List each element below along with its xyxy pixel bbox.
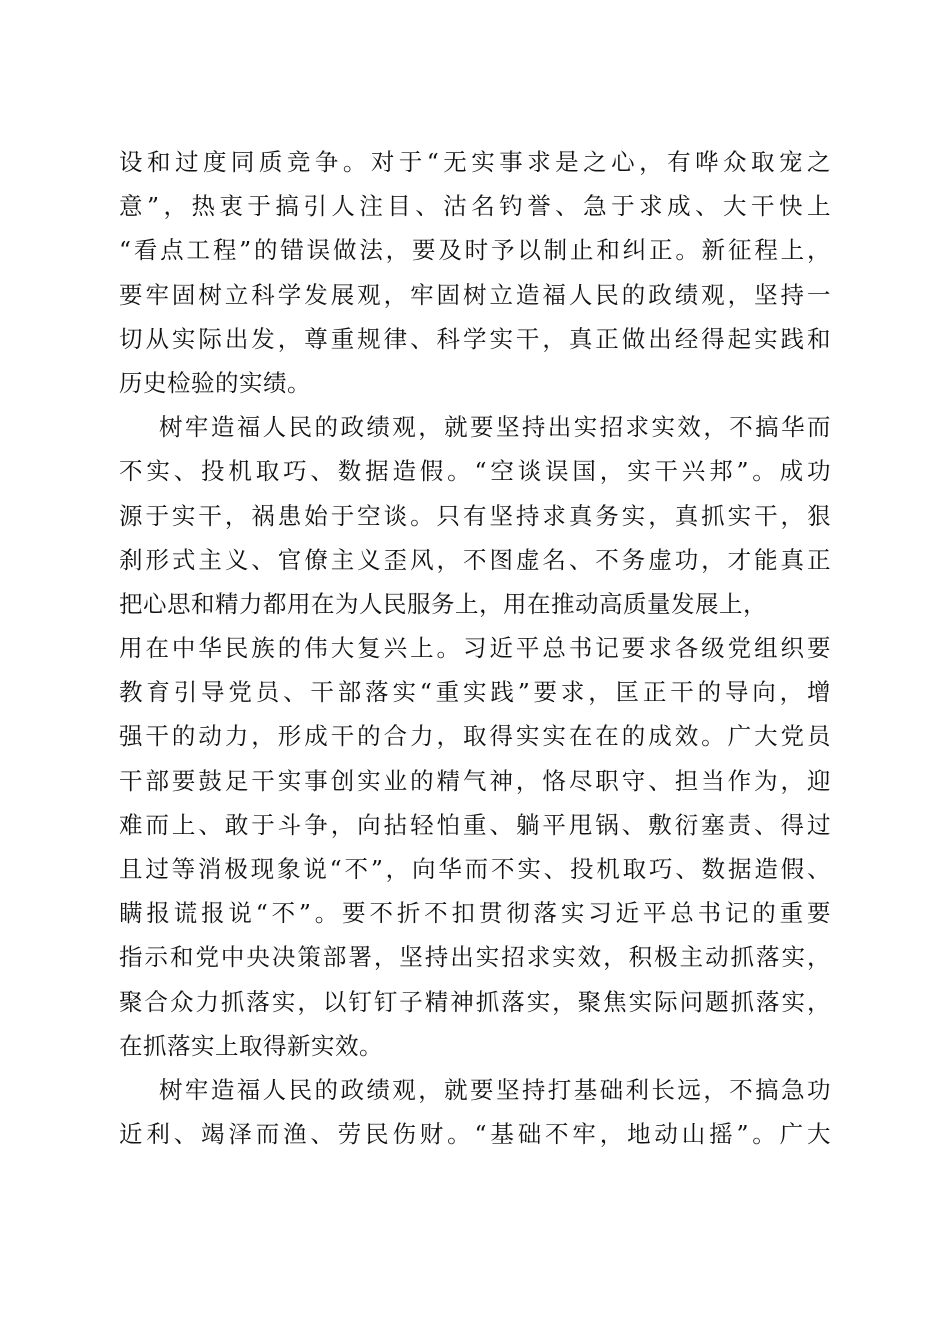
- body-text: [119, 140, 831, 1156]
- text-line: 历史检验的实绩。: [119, 368, 311, 397]
- text-line: 不实、投机取巧、数据造假。“空谈误国，实干兴邦”。成功: [119, 457, 831, 486]
- text-line: 刹形式主义、官僚主义歪风，不图虚名、不务虚功，才能真正: [119, 545, 831, 574]
- paragraph: [119, 1068, 831, 1156]
- paragraph: [119, 405, 831, 1068]
- text-line: 在抓落实上取得新实效。: [119, 1031, 383, 1060]
- paragraph: [119, 140, 831, 405]
- text-line: 瞒报谎报说“不”。要不折不扣贯彻落实习近平总书记的重要: [119, 899, 831, 928]
- text-line: 树牢造福人民的政绩观，就要坚持出实招求实效，不搞华而: [159, 413, 831, 442]
- text-line: 干部要鼓足干实事创实业的精气神，恪尽职守、担当作为，迎: [119, 766, 831, 795]
- text-line: 源于实干，祸患始于空谈。只有坚持求真务实，真抓实干，狠: [119, 501, 831, 530]
- text-line: 把心思和精力都用在为人民服务上，用在推动高质量发展上，: [119, 589, 767, 618]
- text-line: 强干的动力，形成干的合力，取得实实在在的成效。广大党员: [119, 722, 831, 751]
- text-line: 设和过度同质竞争。对于“无实事求是之心，有哗众取宠之: [119, 148, 831, 176]
- text-line: 意”，热衷于搞引人注目、沽名钓誉、急于求成、大干快上: [119, 192, 831, 221]
- text-line: 且过等消极现象说“不”，向华而不实、投机取巧、数据造假、: [119, 855, 831, 883]
- text-line: 近利、竭泽而渔、劳民伤财。“基础不牢，地动山摇”。广大: [119, 1120, 831, 1149]
- text-line: 难而上、敢于斗争，向拈轻怕重、躺平甩锅、敷衍塞责、得过: [119, 810, 831, 839]
- text-line: 切从实际出发，尊重规律、科学实干，真正做出经得起实践和: [119, 324, 831, 353]
- text-line: 教育引导党员、干部落实“重实践”要求，匡正干的导向，增: [119, 678, 831, 707]
- text-line: 树牢造福人民的政绩观，就要坚持打基础利长远，不搞急功: [159, 1075, 831, 1104]
- text-line: 聚合众力抓落实，以钉钉子精神抓落实，聚焦实际问题抓落实，: [119, 987, 831, 1016]
- text-line: 要牢固树立科学发展观，牢固树立造福人民的政绩观，坚持一: [119, 280, 831, 309]
- text-line: “看点工程”的错误做法，要及时予以制止和纠正。新征程上，: [119, 236, 831, 265]
- text-line: 用在中华民族的伟大复兴上。习近平总书记要求各级党组织要: [119, 634, 831, 663]
- text-line: 指示和党中央决策部署，坚持出实招求实效，积极主动抓落实，: [119, 943, 831, 972]
